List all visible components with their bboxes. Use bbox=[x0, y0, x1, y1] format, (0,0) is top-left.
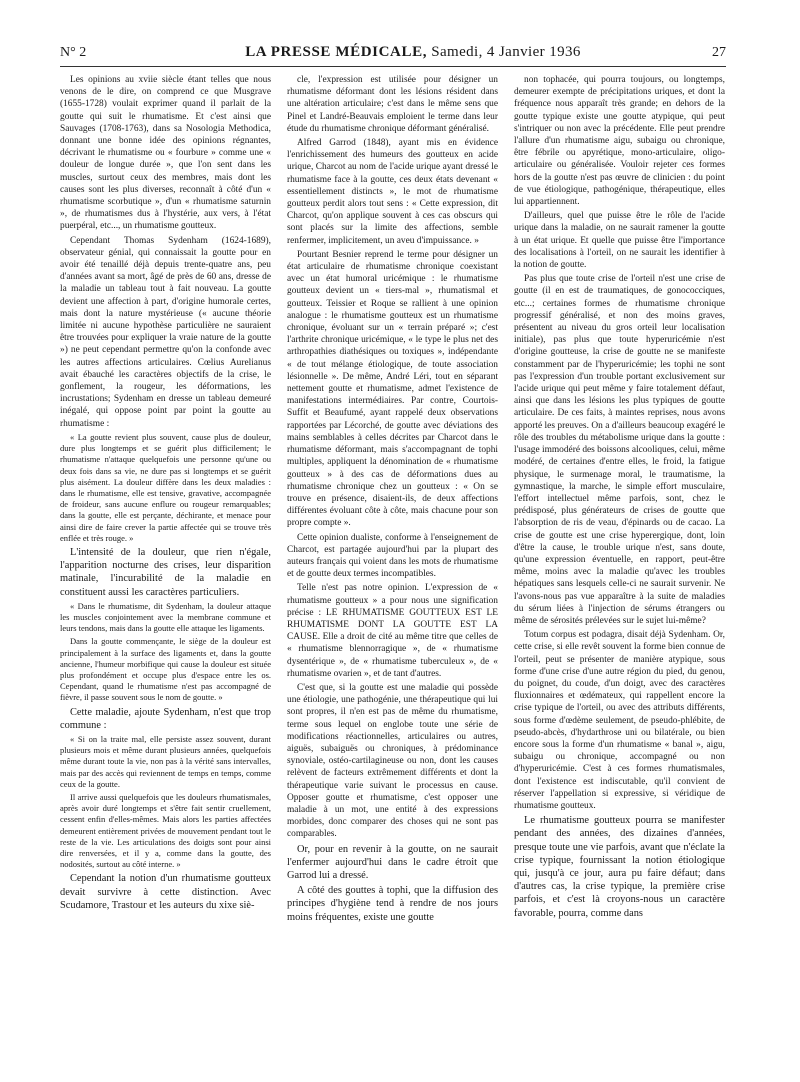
paragraph: Les opinions au xviie siècle étant telles que nous venons de le dire, on comprend ce que Musgrave (1655-1728) voulait exprimer quand il parlait de la goutte qui suit le rhumatisme. Et c'est ainsi que Sauvages (1708-1763), dans sa Nosologia Methodica, donnant une bonne idée des opinions régnantes, décrivant le rhumatisme ou « fourbure » comme une « douleur de longue durée », que l'on sent dans les muscles, surtout ceux des membres, mais dont les causes sont les plus diverses, reconnaît à côté d'un « rhumatisme scorbutique », d'un « rhumatisme saturnin », de rhumatismes dus à l'hystérie, aux vers, à l'état puerpéral, etc..., un rhumatisme goutteux. bbox=[60, 75, 271, 232]
paragraph: Totum corpus est podagra, disait déjà Sydenham. Or, cette crise, si elle revêt souvent la forme bien connue de l'orteil, peut se présenter de manière atypique, sous forme d'une crise d'une autre région du pied, du genou, du poignet, du coude, d'un doigt, avec des caractères fluxionnaires et œdémateux, qui rappellent encore la crise typique de l'orteil, ou avec des attributs différents, sous forme d'œdème seulement, de pseudo-phlébite, de pseudo-abcès, d'hydarthrose uni ou bilatérale, ou bien encore sous la forme d'un rhumatisme « banal », aigu, subaigu ou chronique, accompagné ou non d'hyperuricémie. C'est à ces formes rhumatismales, dont l'existence est indiscutable, qu'il convient de réserver l'appellation si expressive, si véridique de rhumatisme goutteux. bbox=[514, 630, 725, 811]
paragraph: Pourtant Besnier reprend le terme pour désigner un état articulaire de rhumatisme chronique coexistant avec un état humoral uricémique : le rhumatisme goutteux devient un « tiers-mal », rhumatismal et goutteux. Teissier et Roque se rallient à une opinion analogue : le rhumatisme goutteux est un rhumatisme chronique, évoluant sur un « terrain préparé »; c'est l'arthrite chronique uricémique, « le type le plus net des arthropathies diathésiques ou toxiques », indépendante « de tout mélange étiologique, de toute association lésionnelle ». De même, André Léri, tout en séparant nettement goutte et rhumatisme, admet l'existence de manifestations intermédiaires. Par contre, Courtois-Suffit et Beaufumé, ayant rappelé deux observations rapportées par Lécorché, de goutte avec déviations des mains semblables à celles décrites par Charcot dans le rhumatisme déformant, mais s'accompagnant de tophi multiples, appliquent la dénomination de « rhumatisme goutteux » à des cas de déformations dues au rhumatisme chronique chez un goutteux : « On se trouve en présence, disaient-ils, de deux affections différentes évoluant côte à côte, mais chacune pour son propre compte ». bbox=[287, 249, 498, 529]
issue-number: N° 2 bbox=[60, 45, 87, 60]
paragraph: Alfred Garrod (1848), ayant mis en évidence l'enrichissement des humeurs des goutteux en acide urique, Charcot au nom de l'acide urique ayant dressé le rhumatisme face à la goutte, ces deux états devenant « essentiellement distincts », le mot de rhumatisme goutteux perdit alors tout sens : « Cette expression, dit Charcot, qu'on applique souvent à ces cas obscurs qui sont placés sur la limite des affections, semble renfermer, implicitement, un aveu d'impuissance. » bbox=[287, 138, 498, 246]
header-center bbox=[150, 44, 676, 61]
header-rule bbox=[60, 66, 726, 67]
paragraph: L'intensité de la douleur, que rien n'égale, l'apparition nocturne des crises, leur disparition matinale, l'incurabilité de la maladie en constituent aussi les caractères particuliers. bbox=[60, 546, 271, 598]
paragraph: D'ailleurs, quel que puisse être le rôle de l'acide urique dans la maladie, on ne saurait ramener la goutte à un état urique. Et quelle que puisse être l'importance des localisations à l'orteil, on ne saurait les identifier à la notion de goutte. bbox=[514, 211, 725, 271]
paragraph: Cependant Thomas Sydenham (1624-1689), observateur génial, qui connaissait la goutte pour en avoir été tenaillé déjà depuis trente-quatre ans, peu d'années avant sa mort, âgé de près de 60 ans, dresse de la maladie un tableau tout à fait nouveau. La goutte devient une affection à part, d'origine humorale certes, mais dont la nature mystérieuse (« aucune théorie limitée ni aucune hypothèse particulière ne sauraient être trouvées pour expliquer la vraie nature de la goutte ») ne peut cependant permettre qu'on la confonde avec les autres affections articulaires. Cœlius Aurelianus avait ébauché les caractères objectifs de la crise, le gonflement, la rougeur, les déformations, les incrustations; Sydenham en dresse un tableau demeuré inégalé, qui oppose point par point la goutte au rhumatisme : bbox=[60, 235, 271, 429]
issue-date: Samedi, 4 Janvier 1936 bbox=[431, 44, 581, 60]
paragraph: Telle n'est pas notre opinion. L'expression de « rhumatisme goutteux » a pour nous une signification précise : LE RHUMATISME GOUTTEUX EST LE RHUMATISME DONT LA GOUTTE EST LA CAUSE. Elle a droit de cité au même titre que celles de « rhumatisme blennorragique », de « rhumatisme dysentérique », de « rhumatisme tuberculeux », de « rhumatisme ovarien », et de tant d'autres. bbox=[287, 583, 498, 679]
column-2 bbox=[287, 74, 498, 1074]
paragraph: non tophacée, qui pourra toujours, ou longtemps, demeurer exempte de précipitations uriques, et dont la fréquence nous apparaît très grande; en dehors de la goutte typique existe une goutte atypique, qui peut s'intriquer ou non avec la précédente. Elle peut prendre l'allure d'un rhumatisme aigu, subaigu ou chronique, être fébrile ou apyrétique, mono-articulaire, oligo-articulaire ou généralisée. Vouloir rejeter ces formes hors de la goutte n'est pas œuvre de clinicien : du point de vue étiologique, pathogénique, thérapeutique, elles lui appartiennent. bbox=[514, 75, 725, 208]
paragraph: Pas plus que toute crise de l'orteil n'est une crise de goutte (il en est de traumatiques, de gonococciques, etc...; certaines formes de rhumatisme chronique progressif généralisé, et non des moins graves, présentent au niveau du gros orteil leur localisation initiale), pas plus que toute hyperuricémie n'est d'origine goutteuse, la crise de goutte ne se manifeste constamment par de l'hyperuricémie; les tophi ne sont pas l'expression d'un trouble portant exclusivement sur l'acide urique qui peut même y faire totalement défaut, ainsi que dans les lésions les plus typiques de goutte articulaire. De ces faits, à maintes reprises, nous avons apporté les preuves. On a d'ailleurs beaucoup exagéré le rôle des troubles du métabolisme urique dans la goutte : l'usage immodéré des boissons alcooliques, celui, même modéré, de certaines d'entre elles, le froid, la fatigue physique, le surmenage moral, le traumatisme, la gymnastique, la marche, le simple effort musculaire, l'effort intellectuel même parfois, sont, chez le prédisposé, plus générateurs de crises de goutte que l'absorption de ris de veau, d'épinards ou de cacao. La crise de goutte est une crise hyperergique, dont, loin d'être la cause, le trouble urique n'est, sans doute, qu'une expression éventuelle, en rapport, peut-être même, moins avec la maladie qu'avec les troubles hépatiques sans lesquels celle-ci ne saurait survenir. Ne l'avons-nous pas vue apparaître à la suite de maladies du sérum liées à l'injection de sérums étrangers ou même de sérosités prélevées sur le sujet lui-même? bbox=[514, 274, 725, 626]
paragraph: A côté des gouttes à tophi, que la diffusion des principes d'hygiène tend à rendre de nos jours moins fréquentes, existe une goutte bbox=[287, 885, 498, 923]
paragraph: C'est que, si la goutte est une maladie qui possède une étiologie, une pathogénie, une thérapeutique qui lui sont propres, il n'en est pas de même du rhumatisme, terme sous lequel on englobe toute une série de modifications réactionnelles, articulaires ou autres, aiguës, subaiguës ou chroniques, à prédominance synoviale, ostéo-cartilagineuse ou non, dont les causes relèvent de facteurs extrêmement différents et dont la thérapeutique varie suivant le processus en cause. Opposer goutte et rhumatisme, c'est opposer une maladie à un mot, une entité à des expressions morbides, donc comparer des choses qui ne sont pas comparables. bbox=[287, 682, 498, 840]
quoted-paragraph: « La goutte revient plus souvent, cause plus de douleur, dure plus longtemps et se guérit plus difficilement; le rhumatisme n'attaque quelquefois une personne qu'une ou deux fois dans sa vie, ne dure pas si longtemps et se guérit plus aisément. La douleur diffère dans les deux maladies : dans le rhumatisme, elle est tensive, gravative, accompagnée de froideur, sans aucune enflure ou rougeur remarquables; dans la goutte, elle est perçante, déchirante, et menace pour ainsi dire de faire crever la partie affectée qui se trouve très enflée et très rouge. » bbox=[60, 431, 271, 543]
quoted-paragraph: Dans la goutte commençante, le siège de la douleur est principalement à la surface des ligaments et, dans la goutte ancienne, l'humeur morbifique qui cause la douleur est située plus profondément et occupe plus d'espace entre les os. Cependant, quand le rhumatisme n'est pas accompagné de fièvre, il passe souvent sous le nom de goutte. » bbox=[60, 636, 271, 703]
paragraph: Cette maladie, ajoute Sydenham, n'est que trop commune : bbox=[60, 706, 271, 731]
quoted-paragraph: « Si on la traite mal, elle persiste assez souvent, durant plusieurs mois et même durant plusieurs années, quelquefois même durant toute la vie, non pas à la vérité sans intervalles, mais par des accès qui reviennent de temps en temps, comme ceux de la goutte. bbox=[60, 733, 271, 789]
journal-title: LA PRESSE MÉDICALE, bbox=[245, 44, 428, 60]
quoted-paragraph: Il arrive aussi quelquefois que les douleurs rhumatismales, après avoir duré longtemps et s'être fait sentir cruellement, cessent enfin d'elles-mêmes. Mais alors les parties affectées demeurent entièrement privées de mouvement pendant tout le reste de la vie. Les articulations des doigts sont pour ainsi dire renversées, et il y a, comme dans la goutte, des nodosités, surtout au côté interne. » bbox=[60, 791, 271, 870]
page-number: 27 bbox=[712, 45, 726, 60]
paragraph: Le rhumatisme goutteux pourra se manifester pendant des années, des dizaines d'années, presque toute une vie parfois, avant que n'éclate la crise typique, fournissant la notion étiologique qui, jusqu'à ce jour, aura pu faire défaut; dans d'autres cas, la crise typique, la première crise parfois, et c'est là croyons-nous un caractère favorable, pourra, comme dans bbox=[514, 815, 725, 919]
paragraph: Cependant la notion d'un rhumatisme goutteux devait survivre à cette distinction. Avec Scudamore, Trastour et les auteurs du xixe siè- bbox=[60, 873, 271, 911]
paragraph: cle, l'expression est utilisée pour désigner un rhumatisme déformant dont les lésions résident dans une altération articulaire; c'est dans le même sens que Pinel et Landré-Beauvais emploient le terme dans leur étude du rhumatisme chronique déformant généralisé. bbox=[287, 75, 498, 134]
page-header bbox=[60, 44, 726, 68]
quoted-paragraph: « Dans le rhumatisme, dit Sydenham, la douleur attaque les muscles conjointement avec la membrane commune et leurs tendons, mais dans la goutte elle attaque les ligaments. bbox=[60, 600, 271, 634]
column-1 bbox=[60, 74, 271, 1074]
column-3 bbox=[514, 74, 725, 1074]
text-columns bbox=[60, 74, 726, 1074]
paragraph: Cette opinion dualiste, conforme à l'enseignement de Charcot, est partagée aujourd'hui par la plupart des auteurs français qui voient dans les mots de rhumatisme et de goutte deux termes incompatibles. bbox=[287, 532, 498, 580]
paragraph: Or, pour en revenir à la goutte, on ne saurait l'enfermer aujourd'hui dans le cadre étroit que Garrod lui a dressé. bbox=[287, 843, 498, 881]
